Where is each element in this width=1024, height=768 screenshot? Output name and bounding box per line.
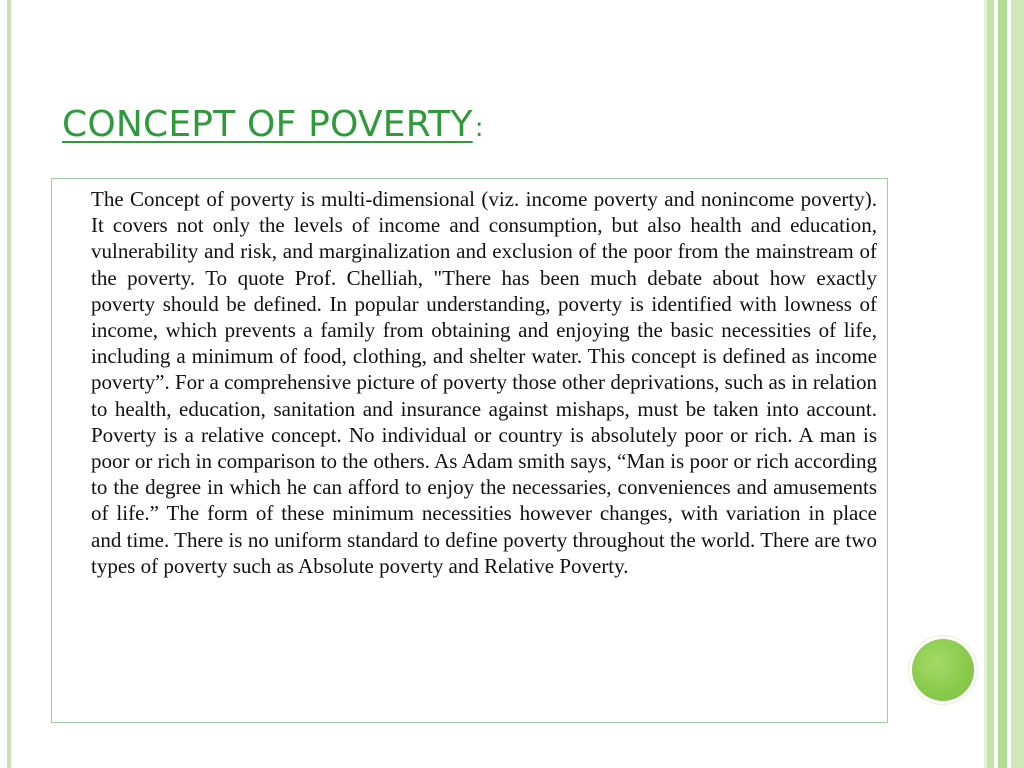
slide-title (62, 104, 484, 145)
slide-title-colon: : (474, 113, 484, 143)
slide-body-text: The Concept of poverty is multi-dimensional (viz. income poverty and nonincome poverty). It covers not only the levels of income and consumption, but also health and education, vulnerability and risk, and marginalization and exclusion of the poor from the mainstream of the poverty. To quote Prof. Chelliah, "There has been much debate about how exactly poverty should be defined. In popular understanding, poverty is identified with lowness of income, which prevents a family from obtaining and enjoying the basic necessities of life, including a minimum of food, clothing, and shelter water. This concept is defined as income poverty”. For a comprehensive picture of poverty those other deprivations, such as in relation to health, education, sanitation and insurance against mishaps, must be taken into account. Poverty is a relative concept. No individual or country is absolutely poor or rich. A man is poor or rich in comparison to the others. As Adam smith says, “Man is poor or rich according to the degree in which he can afford to enjoy the necessaries, conveniences and amusements of life.” The form of these minimum necessities however changes, with variation in place and time. There is no uniform standard to define poverty throughout the world. There are two types of poverty such as Absolute poverty and Relative Poverty. (91, 187, 877, 578)
right-decorative-stripes (984, 0, 1024, 768)
left-accent-bar (7, 0, 11, 768)
decorative-green-circle (912, 639, 974, 701)
slide-title-text: CONCEPT OF POVERTY (62, 104, 473, 145)
